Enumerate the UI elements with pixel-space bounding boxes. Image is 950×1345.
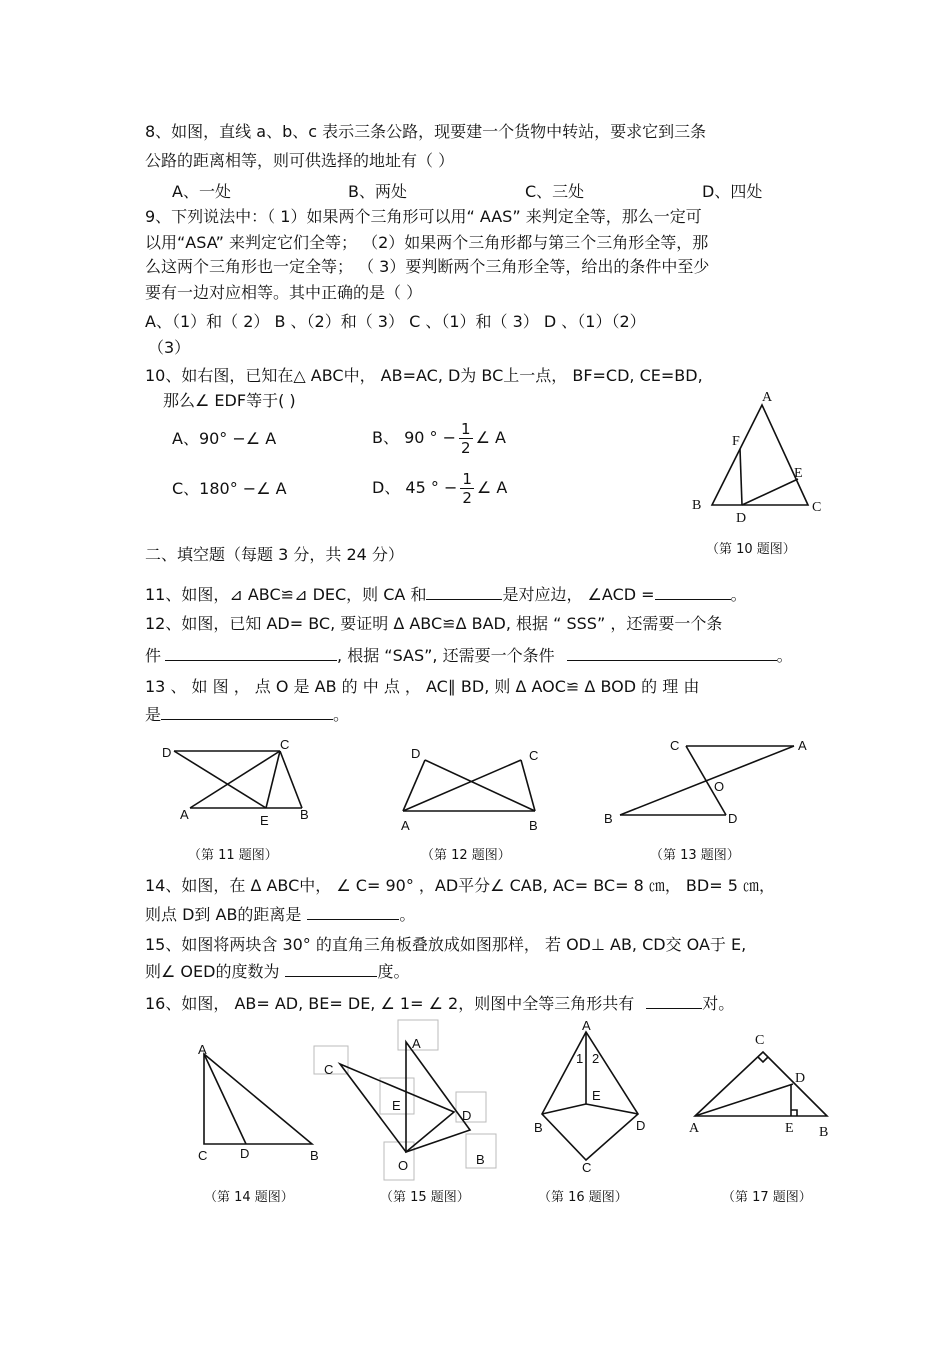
fig11-label-a: A (180, 807, 189, 822)
fig10-label-d: D (736, 511, 747, 526)
q15-text-b: 度。 (377, 962, 410, 981)
q12-text-b: , 根据 “SAS”, 还需要一个条件 (337, 646, 555, 665)
fig11-label-b: B (300, 807, 309, 822)
fraction-numerator: 1 (462, 470, 472, 488)
fig17-label-b: B (819, 1125, 829, 1140)
q9-line2: 以用“ASA” 来判定它们全等； （2）如果两个三角形都与第三个三角形全等，那 (145, 233, 709, 252)
fig15-label-c: C (324, 1062, 334, 1077)
q10-option-d (372, 468, 507, 508)
fig14-label-d: D (240, 1146, 250, 1161)
q14-line1: 14、如图，在 Δ ABC中， ∠ C= 90° ，AD平分∠ CAB, AC= BC= 8 ㎝， BD= 5 ㎝， (145, 876, 775, 895)
q11-text-pre: 11、如图，⊿ ABC≌⊿ DEC，则 CA 和 (145, 585, 427, 604)
fig13-label-c: C (670, 738, 680, 753)
fig15-label-b: B (476, 1152, 485, 1167)
fig11-label-e: E (260, 813, 269, 828)
fig16-label-c: C (582, 1160, 592, 1175)
figure-14 (190, 1040, 330, 1170)
fig15-label-e: E (392, 1098, 401, 1113)
q9-line3: 么这两个三角形也一定全等； （ 3）要判断两个三角形全等，给出的条件中至少 (145, 257, 710, 276)
q8-line2: 公路的距离相等，则可供选择的地址有（ ） (145, 151, 455, 170)
q11-text-post: 。 (730, 585, 747, 604)
fig11-caption: （第 11 题图） (188, 848, 278, 863)
q10-option-b-prefix: B、 90 ° − (372, 428, 457, 447)
fig13-label-d: D (728, 811, 738, 826)
fig16-label-d: D (636, 1118, 646, 1133)
fig12-label-d: D (411, 746, 421, 761)
q14-text-b: 。 (399, 905, 416, 924)
q10-option-c: C、180° −∠ A (172, 479, 287, 498)
q8-line1: 8、如图，直线 a、b、c 表示三条公路，现要建一个货物中转站，要求它到三条 (145, 122, 707, 141)
q9-line4: 要有一边对应相等。其中正确的是（ ） (145, 283, 423, 302)
q9-options-line1: A、（1）和（ 2） B 、（2）和（ 3） C 、（1）和（ 3） D 、（1）（2） (145, 312, 646, 331)
q12-text-a: 件 (145, 646, 162, 665)
fig10-caption: （第 10 题图） (706, 542, 796, 557)
q15-blank[interactable] (285, 962, 377, 977)
fig11-label-d: D (162, 745, 172, 760)
fig13-label-b: B (604, 811, 613, 826)
fig12-label-b: B (529, 818, 538, 833)
q15-line1: 15、如图将两块含 30° 的直角三角板叠放成如图那样， 若 OD⊥ AB, CD交 OA于 E, (145, 935, 747, 954)
fig15-label-a: A (412, 1036, 421, 1051)
fig15-label-d: D (462, 1108, 472, 1123)
q10-option-a: A、90° −∠ A (172, 429, 277, 448)
fig16-label-b: B (534, 1120, 543, 1135)
q10-option-d-suffix: ∠ A (476, 478, 508, 497)
q13-text-a: 是 (145, 705, 162, 724)
fig15-label-o: O (398, 1158, 409, 1173)
fig13-caption: （第 13 题图） (650, 848, 740, 863)
fig16-label-a: A (582, 1018, 591, 1033)
fig13-label-o: O (714, 779, 725, 794)
fig14-label-b: B (310, 1148, 319, 1163)
q10-line1: 10、如右图，已知在△ ABC中， AB=AC, D为 BC上一点， BF=CD, CE=BD, (145, 366, 703, 385)
q15-line2 (145, 962, 409, 982)
fig12-label-a: A (401, 818, 410, 833)
figure-13 (598, 734, 818, 829)
fig14-caption: （第 14 题图） (204, 1190, 294, 1205)
figure-12 (395, 738, 555, 833)
q13-line2 (145, 705, 349, 725)
fig17-label-c: C (755, 1033, 765, 1048)
fraction-denominator: 2 (462, 489, 472, 507)
q9-line1: 9、下列说法中：（ 1）如果两个三角形可以用“ AAS” 来判定全等，那么一定可 (145, 207, 702, 226)
q16-blank[interactable] (646, 994, 702, 1009)
fig14-label-a: A (198, 1042, 207, 1057)
q9-options-line2: （3） (148, 338, 191, 357)
q14-blank[interactable] (307, 905, 399, 920)
fig17-caption: （第 17 题图） (722, 1190, 812, 1205)
figure-10 (680, 385, 830, 530)
fig16-label-e: E (592, 1088, 601, 1103)
q14-line2 (145, 905, 415, 925)
q11-blank-2[interactable] (655, 585, 731, 600)
q12-line1: 12、如图，已知 AD= BC, 要证明 Δ ABC≌Δ BAD, 根据 “ SSS” ，还需要一个条 (145, 614, 723, 633)
q16-line (145, 994, 734, 1014)
q13-text-b: 。 (333, 705, 350, 724)
fraction-numerator: 1 (461, 420, 471, 438)
q11-line (145, 585, 747, 605)
q8-option-a: A、一处 (172, 182, 231, 201)
figure-11 (160, 735, 320, 830)
fraction-denominator: 2 (461, 439, 471, 457)
fig16-label-2: 2 (592, 1051, 600, 1066)
fig10-label-a: A (762, 390, 773, 405)
q12-text-c: 。 (776, 646, 793, 665)
q10-option-d-prefix: D、 45 ° − (372, 478, 458, 497)
fraction-half (459, 420, 473, 457)
figure-15 (310, 1018, 500, 1178)
fig16-caption: （第 16 题图） (538, 1190, 628, 1205)
fig17-label-e: E (785, 1121, 794, 1136)
q8-option-c: C、三处 (525, 182, 585, 201)
fig14-label-c: C (198, 1148, 208, 1163)
fraction-half (460, 470, 474, 507)
fig17-label-a: A (689, 1121, 700, 1136)
fig12-label-c: C (529, 748, 539, 763)
q10-option-b (372, 418, 506, 458)
fig10-label-e: E (794, 466, 803, 481)
figure-16 (530, 1018, 650, 1178)
q8-option-d: D、四处 (702, 182, 763, 201)
fig11-label-c: C (280, 737, 290, 752)
fig12-caption: （第 12 题图） (421, 848, 511, 863)
q8-option-b: B、两处 (348, 182, 407, 201)
q10-line2: 那么∠ EDF等于( ) (163, 391, 296, 410)
q12-blank-2[interactable] (567, 646, 777, 661)
section-title: 二、填空题（每题 3 分，共 24 分） (145, 545, 404, 564)
q15-text-a: 则∠ OED的度数为 (145, 962, 280, 981)
q11-text-mid: 是对应边， ∠ACD = (502, 585, 655, 604)
fig13-label-a: A (798, 738, 807, 753)
q16-text-pre: 16、如图， AB= AD, BE= DE, ∠ 1= ∠ 2，则图中全等三角形共有 (145, 994, 635, 1013)
q16-text-post: 对。 (702, 994, 735, 1013)
fig17-label-d: D (795, 1071, 806, 1086)
q10-option-b-suffix: ∠ A (475, 428, 506, 447)
q11-blank-1[interactable] (426, 585, 502, 600)
fig10-label-c: C (812, 500, 822, 515)
q12-line2 (145, 646, 793, 666)
q14-text-a: 则点 D到 AB的距离是 (145, 905, 302, 924)
fig10-label-f: F (732, 434, 740, 449)
figure-17 (685, 1028, 835, 1148)
fig15-caption: （第 15 题图） (380, 1190, 470, 1205)
q13-line1: 13 、 如 图 ， 点 O 是 AB 的 中 点 ， AC∥ BD, 则 Δ AOC≌ Δ BOD 的 理 由 (145, 677, 700, 696)
fig16-label-1: 1 (576, 1051, 584, 1066)
fig10-label-b: B (692, 498, 702, 513)
q12-blank-1[interactable] (165, 646, 337, 661)
q13-blank[interactable] (161, 705, 333, 720)
